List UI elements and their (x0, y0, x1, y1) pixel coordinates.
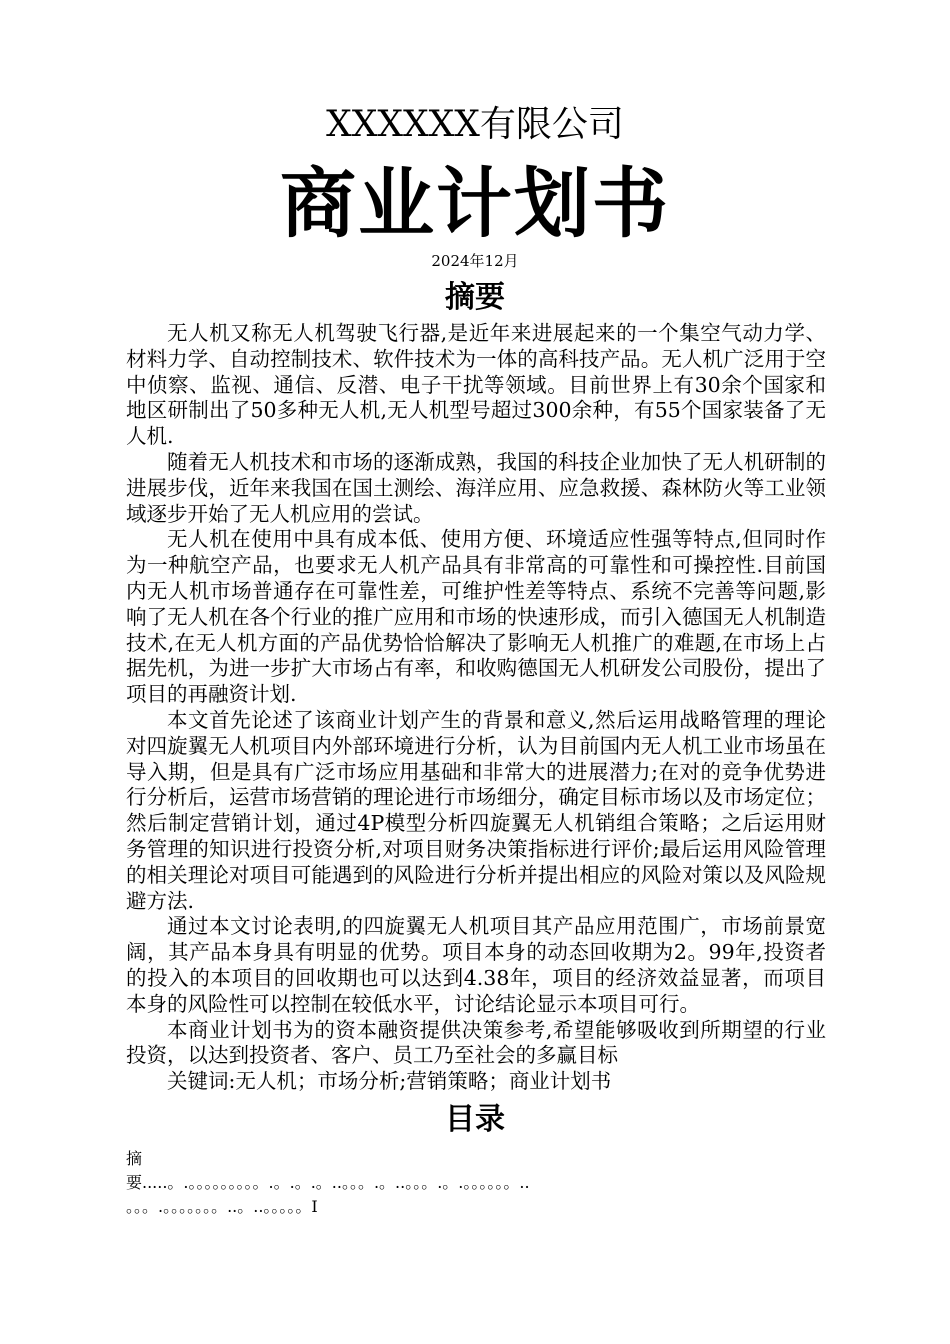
toc-entry-abstract-line-1[interactable]: 摘 (126, 1149, 143, 1168)
abstract-heading: 摘要 (445, 280, 505, 315)
abstract-body (126, 321, 826, 1095)
company-name: XXXXXX有限公司 (326, 104, 624, 145)
toc-entry-abstract-line-2[interactable]: 要.....。.。。。。。。。。。.。.。.。..。。。.。..。。。.。.。。。。。。.. (126, 1173, 530, 1192)
abstract-paragraph-3: 无人机在使用中具有成本低、使用方便、环境适应性强等特点,但同时作为一种航空产品，也要求无人机产品具有非常高的可靠性和可操控性.目前国内无人机市场普通存在可靠性差，可维护性差等特点、系统不完善等问题,影响了无人机在各个行业的推广应用和市场的快速形成，而引入德国无人机制造技术,在无人机方面的产品优势恰恰解决了影响无人机推广的难题,在市场上占据先机，为进一步扩大市场占有率，和收购德国无人机研发公司股份，提出了项目的再融资计划. (126, 527, 826, 707)
table-of-contents (126, 1147, 826, 1219)
toc-heading: 目录 (445, 1102, 505, 1137)
abstract-paragraph-6: 本商业计划书为的资本融资提供决策参考,希望能够吸收到所期望的行业投资，以达到投资者、客户、员工乃至社会的多赢目标 (126, 1017, 826, 1068)
document-title: 商业计划书 (280, 159, 670, 248)
abstract-paragraph-4: 本文首先论述了该商业计划产生的背景和意义,然后运用战略管理的理论对四旋翼无人机项目内外部环境进行分析，认为目前国内无人机工业市场虽在导入期，但是具有广泛市场应用基础和非常大的进展潜力;在对的竞争优势进行分析后，运营市场营销的理论进行市场细分，确定目标市场以及市场定位；然后制定营销计划，通过4P模型分析四旋翼无人机销组合策略；之后运用财务管理的知识进行投资分析,对项目财务决策指标进行评价;最后运用风险管理的相关理论对项目可能遇到的风险进行分析并提出相应的风险对策以及风险规避方法. (126, 707, 826, 913)
abstract-paragraph-5: 通过本文讨论表明,的四旋翼无人机项目其产品应用范围广，市场前景宽阔，其产品本身具有明显的优势。项目本身的动态回收期为2。99年,投资者的投入的本项目的回收期也可以达到4.38年，项目的经济效益显著，而项目本身的风险性可以控制在较低水平，讨论结论显示本项目可行。 (126, 914, 826, 1016)
abstract-paragraph-1: 无人机又称无人机驾驶飞行器,是近年来进展起来的一个集空气动力学、材料力学、自动控制技术、软件技术为一体的高科技产品。无人机广泛用于空中侦察、监视、通信、反潜、电子干扰等领域。目前世界上有30余个国家和地区研制出了50多种无人机,无人机型号超过300余种，有55个国家装备了无人机. (126, 321, 826, 449)
keywords-line: 关键词:无人机；市场分析;营销策略；商业计划书 (167, 1069, 612, 1094)
toc-entry-abstract-line-3[interactable]: 。。。.。。。。。。。..。..。。。。。I (126, 1197, 318, 1216)
abstract-paragraph-2: 随着无人机技术和市场的逐渐成熟，我国的科技企业加快了无人机研制的进展步伐，近年来我国在国土测绘、海洋应用、应急救援、森林防火等工业领域逐步开始了无人机应用的尝试。 (126, 449, 826, 526)
document-date: 2024年12月 (431, 252, 519, 270)
